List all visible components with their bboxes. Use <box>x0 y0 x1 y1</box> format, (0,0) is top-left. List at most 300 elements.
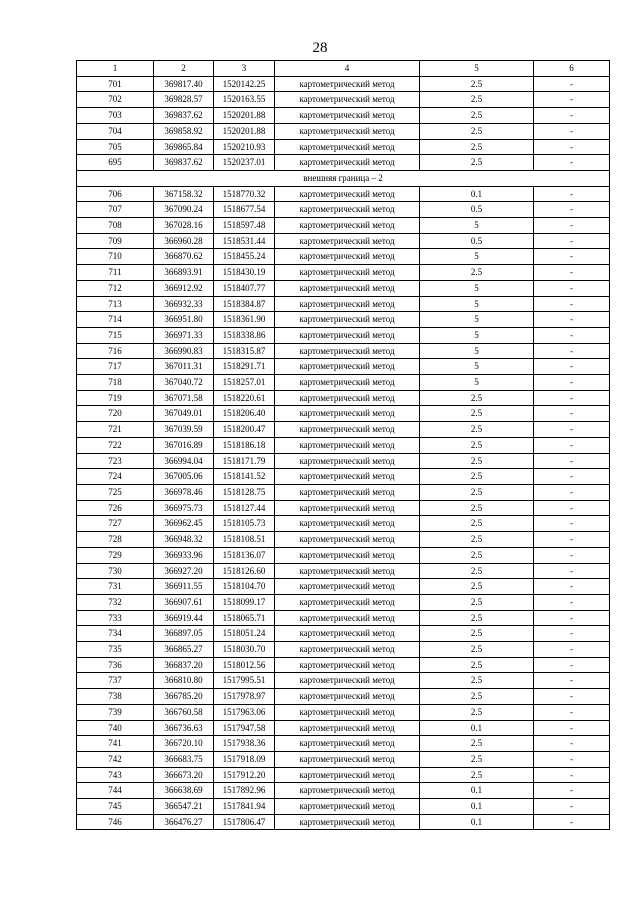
table-cell: 367049.01 <box>154 406 214 422</box>
table-cell: 1518430.19 <box>214 265 275 281</box>
table-cell: 369837.62 <box>154 155 214 171</box>
table-cell: 744 <box>77 783 154 799</box>
table-cell: картометрический метод <box>275 736 420 752</box>
table-cell: 2.5 <box>420 139 534 155</box>
table-cell: 367158.32 <box>154 186 214 202</box>
table-cell: 1517963.06 <box>214 704 275 720</box>
table-cell: 728 <box>77 532 154 548</box>
table-cell: 366785.20 <box>154 689 214 705</box>
table-cell: 367005.06 <box>154 469 214 485</box>
table-cell: картометрический метод <box>275 814 420 830</box>
table-cell: картометрический метод <box>275 751 420 767</box>
table-cell: 369858.92 <box>154 123 214 139</box>
table-cell: - <box>534 327 610 343</box>
table-cell: 730 <box>77 563 154 579</box>
table-row <box>77 689 610 705</box>
table-cell: 0.5 <box>420 202 534 218</box>
table-cell: 6 <box>534 61 610 77</box>
table-cell: 367028.16 <box>154 218 214 234</box>
table-cell: 732 <box>77 594 154 610</box>
table-cell: 0.1 <box>420 783 534 799</box>
table-cell: 2.5 <box>420 437 534 453</box>
table-row <box>77 547 610 563</box>
table-row <box>77 123 610 139</box>
table-cell: - <box>534 767 610 783</box>
table-cell: картометрический метод <box>275 296 420 312</box>
table-cell: 708 <box>77 218 154 234</box>
table-cell: 1518455.24 <box>214 249 275 265</box>
table-cell: 721 <box>77 422 154 438</box>
table-cell: 367040.72 <box>154 375 214 391</box>
table-cell: - <box>534 720 610 736</box>
table-cell: 707 <box>77 202 154 218</box>
table-cell: картометрический метод <box>275 139 420 155</box>
table-cell: картометрический метод <box>275 406 420 422</box>
table-cell: 741 <box>77 736 154 752</box>
table-cell: 366975.73 <box>154 500 214 516</box>
table-cell: 5 <box>420 312 534 328</box>
table-cell: - <box>534 123 610 139</box>
table-cell: 2.5 <box>420 406 534 422</box>
table-cell: - <box>534 516 610 532</box>
table-row <box>77 155 610 171</box>
table-cell: картометрический метод <box>275 484 420 500</box>
table-cell: картометрический метод <box>275 108 420 124</box>
table-cell: 366948.32 <box>154 532 214 548</box>
table-cell: 0.5 <box>420 233 534 249</box>
table-cell: - <box>534 108 610 124</box>
table-cell: 366865.27 <box>154 642 214 658</box>
table-cell: - <box>534 202 610 218</box>
table-cell: 2.5 <box>420 155 534 171</box>
table-cell: 366971.33 <box>154 327 214 343</box>
table-cell: 702 <box>77 92 154 108</box>
table-cell: 366897.05 <box>154 626 214 642</box>
table-cell: 5 <box>420 280 534 296</box>
table-cell: 1518141.52 <box>214 469 275 485</box>
table-cell: 705 <box>77 139 154 155</box>
table-row <box>77 327 610 343</box>
table-cell: - <box>534 92 610 108</box>
table-cell: 2.5 <box>420 453 534 469</box>
table-cell: 1518407.77 <box>214 280 275 296</box>
table-row <box>77 516 610 532</box>
table-cell: 366837.20 <box>154 657 214 673</box>
table-cell: 1518171.79 <box>214 453 275 469</box>
table-cell: 737 <box>77 673 154 689</box>
table-cell: 1518315.87 <box>214 343 275 359</box>
table-cell: 2.5 <box>420 484 534 500</box>
table-row <box>77 704 610 720</box>
table-cell: 369837.62 <box>154 108 214 124</box>
header-row <box>77 61 610 77</box>
table-cell: 2.5 <box>420 390 534 406</box>
table-cell: - <box>534 532 610 548</box>
table-cell: - <box>534 751 610 767</box>
table-cell: 1518677.54 <box>214 202 275 218</box>
table-cell: картометрический метод <box>275 799 420 815</box>
table-cell: 0.1 <box>420 814 534 830</box>
table-cell: 1518128.75 <box>214 484 275 500</box>
table-cell: 735 <box>77 642 154 658</box>
table-cell: картометрический метод <box>275 469 420 485</box>
table-row <box>77 343 610 359</box>
table-cell: 366962.45 <box>154 516 214 532</box>
table-cell: - <box>534 657 610 673</box>
table-cell: 716 <box>77 343 154 359</box>
table-cell: 1517938.36 <box>214 736 275 752</box>
table-cell: 2.5 <box>420 265 534 281</box>
table-row <box>77 218 610 234</box>
table-row <box>77 799 610 815</box>
table-cell: картометрический метод <box>275 783 420 799</box>
table-cell: картометрический метод <box>275 390 420 406</box>
table-cell: 1518051.24 <box>214 626 275 642</box>
table-cell: картометрический метод <box>275 202 420 218</box>
table-cell: 1518206.40 <box>214 406 275 422</box>
table-row <box>77 296 610 312</box>
table-cell: 746 <box>77 814 154 830</box>
table-cell: 743 <box>77 767 154 783</box>
table-cell: картометрический метод <box>275 375 420 391</box>
table-cell: 718 <box>77 375 154 391</box>
table-cell: 3 <box>214 61 275 77</box>
table-cell: 714 <box>77 312 154 328</box>
table-cell: 5 <box>420 218 534 234</box>
table-cell: 0.1 <box>420 186 534 202</box>
table-cell: 729 <box>77 547 154 563</box>
table-cell: 0.1 <box>420 799 534 815</box>
table-cell: - <box>534 453 610 469</box>
table-cell: 367039.59 <box>154 422 214 438</box>
table-cell: картометрический метод <box>275 594 420 610</box>
table-row <box>77 594 610 610</box>
table-cell: 2.5 <box>420 76 534 92</box>
table-cell: 712 <box>77 280 154 296</box>
table-row <box>77 280 610 296</box>
table-cell: 723 <box>77 453 154 469</box>
table-row <box>77 453 610 469</box>
table-cell: 2.5 <box>420 610 534 626</box>
table-cell: 366638.69 <box>154 783 214 799</box>
table-cell: картометрический метод <box>275 218 420 234</box>
table-cell: 2.5 <box>420 751 534 767</box>
table-cell: картометрический метод <box>275 532 420 548</box>
table-cell: 706 <box>77 186 154 202</box>
table-cell: картометрический метод <box>275 767 420 783</box>
table-cell: - <box>534 375 610 391</box>
table-cell: - <box>534 736 610 752</box>
table-cell: 366870.62 <box>154 249 214 265</box>
table-cell: 369817.40 <box>154 76 214 92</box>
table-cell: 1518220.61 <box>214 390 275 406</box>
table-cell: картометрический метод <box>275 626 420 642</box>
table-cell: - <box>534 626 610 642</box>
table-cell: картометрический метод <box>275 343 420 359</box>
table-row <box>77 76 610 92</box>
table-cell: картометрический метод <box>275 359 420 375</box>
table-cell: 1520142.25 <box>214 76 275 92</box>
table-cell: 2.5 <box>420 579 534 595</box>
table-cell: 1518597.48 <box>214 218 275 234</box>
table-cell: 5 <box>420 249 534 265</box>
table-cell: - <box>534 610 610 626</box>
table-cell: 366736.63 <box>154 720 214 736</box>
table-cell: - <box>534 280 610 296</box>
table-cell: 1518200.47 <box>214 422 275 438</box>
table-cell: 1518126.60 <box>214 563 275 579</box>
table-cell: 2.5 <box>420 92 534 108</box>
page-number: 28 <box>312 40 328 56</box>
table-cell: 1518770.32 <box>214 186 275 202</box>
table-cell: 367016.89 <box>154 437 214 453</box>
table-cell: 2 <box>154 61 214 77</box>
table-cell: - <box>534 218 610 234</box>
table-cell: 366927.20 <box>154 563 214 579</box>
table-cell: - <box>534 563 610 579</box>
table-cell: 366919.44 <box>154 610 214 626</box>
table-cell: - <box>534 642 610 658</box>
table-cell: картометрический метод <box>275 453 420 469</box>
table-cell: картометрический метод <box>275 720 420 736</box>
table-row <box>77 92 610 108</box>
table-cell: картометрический метод <box>275 563 420 579</box>
table-cell: 1 <box>77 61 154 77</box>
table-row <box>77 783 610 799</box>
table-cell: 711 <box>77 265 154 281</box>
table-cell: 720 <box>77 406 154 422</box>
table-cell: картометрический метод <box>275 155 420 171</box>
table-cell: 367071.58 <box>154 390 214 406</box>
table-cell: 726 <box>77 500 154 516</box>
table-cell: 369828.57 <box>154 92 214 108</box>
table-cell: 1520163.55 <box>214 92 275 108</box>
table-cell: - <box>534 799 610 815</box>
table-cell: 0.1 <box>420 720 534 736</box>
table-cell: 1518136.07 <box>214 547 275 563</box>
table-row <box>77 375 610 391</box>
table-cell: 739 <box>77 704 154 720</box>
table-cell: 366810.80 <box>154 673 214 689</box>
table-cell: 709 <box>77 233 154 249</box>
table-cell: 366932.33 <box>154 296 214 312</box>
table-row <box>77 484 610 500</box>
table-row <box>77 406 610 422</box>
table-cell: - <box>534 186 610 202</box>
table-cell: 366673.20 <box>154 767 214 783</box>
table-cell: 1518065.71 <box>214 610 275 626</box>
table-cell: картометрический метод <box>275 610 420 626</box>
table-cell: 740 <box>77 720 154 736</box>
table-row <box>77 751 610 767</box>
table-cell: - <box>534 484 610 500</box>
table-cell: 366911.55 <box>154 579 214 595</box>
table-row <box>77 108 610 124</box>
table-cell: 1517841.94 <box>214 799 275 815</box>
table-cell: 2.5 <box>420 547 534 563</box>
table-cell: 727 <box>77 516 154 532</box>
table-row <box>77 626 610 642</box>
table-cell: 703 <box>77 108 154 124</box>
table-cell: 2.5 <box>420 563 534 579</box>
table-row <box>77 186 610 202</box>
table-cell: - <box>534 547 610 563</box>
table-cell: 2.5 <box>420 642 534 658</box>
table-cell: картометрический метод <box>275 500 420 516</box>
table-row <box>77 563 610 579</box>
table-cell: - <box>534 689 610 705</box>
table-cell: картометрический метод <box>275 186 420 202</box>
table-cell: 1520237.01 <box>214 155 275 171</box>
table-cell: 1517947.58 <box>214 720 275 736</box>
table-cell: 366951.80 <box>154 312 214 328</box>
table-cell: - <box>534 343 610 359</box>
table-cell: 704 <box>77 123 154 139</box>
table-cell: 1518030.70 <box>214 642 275 658</box>
table-cell: картометрический метод <box>275 76 420 92</box>
table-cell: 5 <box>420 343 534 359</box>
table-cell: 367090.24 <box>154 202 214 218</box>
table-row <box>77 359 610 375</box>
table-cell: картометрический метод <box>275 642 420 658</box>
table-cell: 366547.21 <box>154 799 214 815</box>
table-cell: 1517892.96 <box>214 783 275 799</box>
table-cell: 701 <box>77 76 154 92</box>
table-cell: - <box>534 814 610 830</box>
table-row <box>77 437 610 453</box>
table-cell: 733 <box>77 610 154 626</box>
table-cell: 1518531.44 <box>214 233 275 249</box>
table-cell: 1520201.88 <box>214 123 275 139</box>
table-cell: - <box>534 76 610 92</box>
table-cell: 1520210.93 <box>214 139 275 155</box>
table-cell: - <box>534 673 610 689</box>
table-cell: картометрический метод <box>275 657 420 673</box>
table-cell: - <box>534 139 610 155</box>
table-cell: 367011.31 <box>154 359 214 375</box>
table-cell: 2.5 <box>420 123 534 139</box>
table-cell: 5 <box>420 375 534 391</box>
table-cell: 1517995.51 <box>214 673 275 689</box>
table-cell: 366893.91 <box>154 265 214 281</box>
table-cell: 2.5 <box>420 108 534 124</box>
table-cell: 1518108.51 <box>214 532 275 548</box>
table-cell: 5 <box>420 327 534 343</box>
table-cell: картометрический метод <box>275 92 420 108</box>
table-cell: 2.5 <box>420 673 534 689</box>
table-cell: 1517912.20 <box>214 767 275 783</box>
table-row <box>77 720 610 736</box>
table-cell: - <box>534 422 610 438</box>
table-cell: картометрический метод <box>275 327 420 343</box>
table-cell: 1518257.01 <box>214 375 275 391</box>
table-cell: 2.5 <box>420 704 534 720</box>
table-cell: 2.5 <box>420 469 534 485</box>
section-title: внешняя граница – 2 <box>77 170 610 186</box>
table-row <box>77 139 610 155</box>
table-cell: - <box>534 390 610 406</box>
table-cell: - <box>534 233 610 249</box>
table-cell: 366978.46 <box>154 484 214 500</box>
table-row <box>77 767 610 783</box>
table-row <box>77 736 610 752</box>
table-cell: 1517806.47 <box>214 814 275 830</box>
table-row <box>77 579 610 595</box>
table-cell: 1518291.71 <box>214 359 275 375</box>
table-row <box>77 202 610 218</box>
table-cell: - <box>534 579 610 595</box>
table-cell: 734 <box>77 626 154 642</box>
table-cell: - <box>534 500 610 516</box>
table-cell: 1518384.87 <box>214 296 275 312</box>
table-cell: - <box>534 296 610 312</box>
table-cell: 369865.84 <box>154 139 214 155</box>
table-cell: 2.5 <box>420 422 534 438</box>
table-cell: 2.5 <box>420 500 534 516</box>
table-cell: - <box>534 359 610 375</box>
table-cell: 2.5 <box>420 657 534 673</box>
table-cell: 2.5 <box>420 689 534 705</box>
table-cell: 736 <box>77 657 154 673</box>
table-cell: 1517918.09 <box>214 751 275 767</box>
table-cell: 725 <box>77 484 154 500</box>
table-cell: 2.5 <box>420 736 534 752</box>
table-cell: 710 <box>77 249 154 265</box>
table-cell: картометрический метод <box>275 280 420 296</box>
table-cell: - <box>534 265 610 281</box>
table-cell: 738 <box>77 689 154 705</box>
table-cell: картометрический метод <box>275 579 420 595</box>
table-cell: 2.5 <box>420 626 534 642</box>
table-cell: картометрический метод <box>275 689 420 705</box>
table-cell: 5 <box>420 359 534 375</box>
table-cell: 2.5 <box>420 594 534 610</box>
table-row <box>77 814 610 830</box>
section-row <box>77 170 610 186</box>
table-cell: 366683.75 <box>154 751 214 767</box>
table-cell: картометрический метод <box>275 233 420 249</box>
table-cell: картометрический метод <box>275 123 420 139</box>
table-cell: 366760.58 <box>154 704 214 720</box>
table-row <box>77 500 610 516</box>
table-cell: 2.5 <box>420 516 534 532</box>
table-row <box>77 390 610 406</box>
table-cell: 366933.96 <box>154 547 214 563</box>
coordinates-table <box>76 60 610 830</box>
table-row <box>77 265 610 281</box>
table-cell: - <box>534 249 610 265</box>
table-cell: картометрический метод <box>275 547 420 563</box>
table-cell: картометрический метод <box>275 249 420 265</box>
table-cell: картометрический метод <box>275 422 420 438</box>
table-row <box>77 249 610 265</box>
table-cell: 1518012.56 <box>214 657 275 673</box>
table-cell: 1518361.90 <box>214 312 275 328</box>
table-cell: - <box>534 312 610 328</box>
table-cell: 366720.10 <box>154 736 214 752</box>
table-cell: 731 <box>77 579 154 595</box>
table-row <box>77 422 610 438</box>
table-row <box>77 233 610 249</box>
table-cell: 5 <box>420 61 534 77</box>
table-cell: - <box>534 704 610 720</box>
table-cell: 1518127.44 <box>214 500 275 516</box>
table-cell: 1518104.70 <box>214 579 275 595</box>
table-cell: 366907.61 <box>154 594 214 610</box>
table-row <box>77 642 610 658</box>
table-cell: 715 <box>77 327 154 343</box>
table-cell: 366912.92 <box>154 280 214 296</box>
